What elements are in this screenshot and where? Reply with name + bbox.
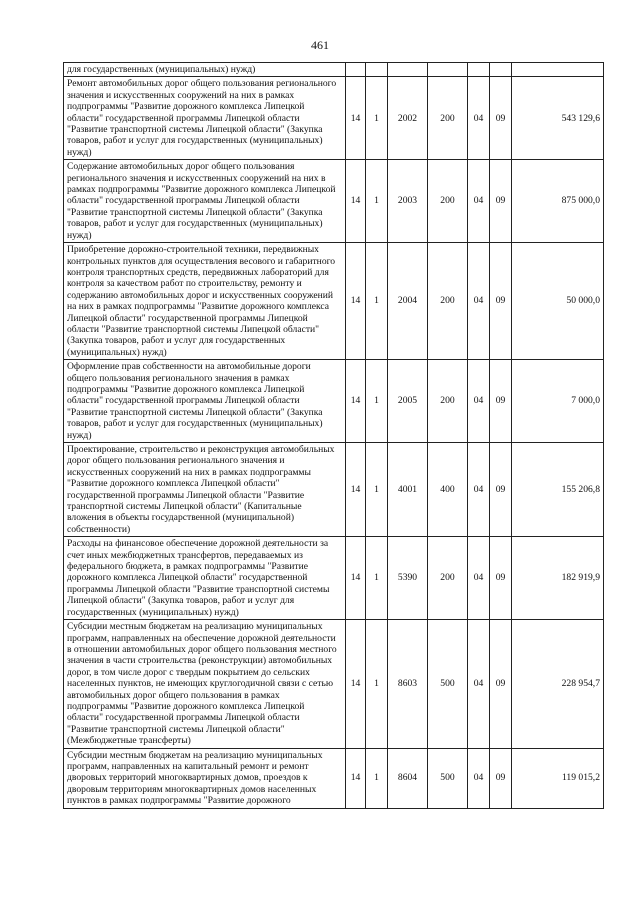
empty-cell (468, 63, 490, 77)
amount: 875 000,0 (512, 160, 604, 243)
code-ministry: 14 (346, 243, 366, 360)
page-number: 461 (311, 38, 329, 52)
table-body (64, 63, 604, 809)
code-program: 1 (366, 748, 388, 808)
code-program: 1 (366, 243, 388, 360)
code-program: 1 (366, 537, 388, 620)
code-expense-type: 500 (428, 748, 468, 808)
row-description: Содержание автомобильных дорог общего пользования регионального значения и искусственных сооружений на них в рамках подпрограммы "Развитие дорожного комплекса Липецкой области" государственной программы Липецкой области "Развитие транспортной системы Липецкой области" (Закупка товаров, работ и услуг для государственных (муниципальных) нужд) (64, 160, 346, 243)
code-expense-type: 200 (428, 77, 468, 160)
code-subsection: 09 (490, 443, 512, 537)
code-target: 4001 (388, 443, 428, 537)
code-section: 04 (468, 443, 490, 537)
code-expense-type: 200 (428, 160, 468, 243)
code-subsection: 09 (490, 77, 512, 160)
row-description: Проектирование, строительство и реконструкция автомобильных дорог общего пользования регионального значения и искусственных сооружений на них в рамках подпрограммы "Развитие дорожного комплекса Липецкой области" государственной программы Липецкой области "Развитие транспортной системы Липецкой области" (Капитальные вложения в объекты государственной (муниципальной) собственности) (64, 443, 346, 537)
code-program: 1 (366, 620, 388, 748)
table-row (64, 620, 604, 748)
code-subsection: 09 (490, 537, 512, 620)
code-subsection: 09 (490, 243, 512, 360)
code-ministry: 14 (346, 160, 366, 243)
code-target: 8604 (388, 748, 428, 808)
code-section: 04 (468, 243, 490, 360)
row-description: Оформление прав собственности на автомобильные дороги общего пользования регионального значения в рамках подпрограммы "Развитие дорожного комплекса Липецкой области" государственной программы Липецкой области "Развитие транспортной системы Липецкой области" (Закупка товаров, работ и услуг для государственных (муниципальных) нужд) (64, 360, 346, 443)
empty-cell (388, 63, 428, 77)
amount: 228 954,7 (512, 620, 604, 748)
row-description: Субсидии местным бюджетам на реализацию муниципальных программ, направленных на обеспечение дорожной деятельности в отношении автомобильных дорог общего пользования местного значения в части строительства (реконструкции) автомобильных дорог, в том числе дорог с твердым покрытием до сельских населенных пунктов, не имеющих круглогодичной связи с сетью автомобильных дорог общего пользования в рамках подпрограммы "Развитие дорожного комплекса Липецкой области" государственной программы Липецкой области "Развитие транспортной системы Липецкой области" (Межбюджетные трансферты) (64, 620, 346, 748)
amount: 7 000,0 (512, 360, 604, 443)
code-target: 2005 (388, 360, 428, 443)
empty-cell (512, 63, 604, 77)
amount: 155 206,8 (512, 443, 604, 537)
table-row (64, 243, 604, 360)
code-program: 1 (366, 360, 388, 443)
row-description: Приобретение дорожно-строительной техники, передвижных контрольных пунктов для осуществления весового и габаритного контроля транспортных средств, передвижных лабораторий для контроля за качеством работ по строительству, ремонту и содержанию автомобильных дорог и искусственных сооружений на них в рамках подпрограммы "Развитие дорожного комплекса Липецкой области" государственной программы Липецкой области "Развитие транспортной системы Липецкой области" (Закупка товаров, работ и услуг для государственных (муниципальных) нужд) (64, 243, 346, 360)
amount: 543 129,6 (512, 77, 604, 160)
table-row (64, 360, 604, 443)
code-subsection: 09 (490, 360, 512, 443)
code-section: 04 (468, 620, 490, 748)
code-program: 1 (366, 160, 388, 243)
table-row (64, 77, 604, 160)
code-ministry: 14 (346, 748, 366, 808)
code-target: 2004 (388, 243, 428, 360)
row-description: Ремонт автомобильных дорог общего пользования регионального значения и искусственных сооружений на них в рамках подпрограммы "Развитие дорожного комплекса Липецкой области" государственной программы Липецкой области "Развитие транспортной системы Липецкой области" (Закупка товаров, работ и услуг для государственных (муниципальных) нужд) (64, 77, 346, 160)
code-subsection: 09 (490, 748, 512, 808)
code-target: 5390 (388, 537, 428, 620)
code-expense-type: 200 (428, 537, 468, 620)
code-expense-type: 200 (428, 360, 468, 443)
code-section: 04 (468, 748, 490, 808)
code-ministry: 14 (346, 537, 366, 620)
code-ministry: 14 (346, 77, 366, 160)
table-row-continuation (64, 63, 604, 77)
row-description: для государственных (муниципальных) нужд) (64, 63, 346, 77)
code-program: 1 (366, 443, 388, 537)
code-ministry: 14 (346, 620, 366, 748)
code-subsection: 09 (490, 620, 512, 748)
code-target: 2002 (388, 77, 428, 160)
code-expense-type: 400 (428, 443, 468, 537)
table-row (64, 537, 604, 620)
code-ministry: 14 (346, 360, 366, 443)
empty-cell (428, 63, 468, 77)
empty-cell (490, 63, 512, 77)
table-row (64, 443, 604, 537)
code-expense-type: 200 (428, 243, 468, 360)
row-description: Расходы на финансовое обеспечение дорожной деятельности за счет иных межбюджетных трансфертов, передаваемых из федерального бюджета, в рамках подпрограммы "Развитие дорожного комплекса Липецкой области" государственной программы Липецкой области "Развитие транспортной системы Липецкой области" (Закупка товаров, работ и услуг для государственных (муниципальных) нужд) (64, 537, 346, 620)
code-program: 1 (366, 77, 388, 160)
empty-cell (346, 63, 366, 77)
budget-table (63, 62, 604, 809)
amount: 119 015,2 (512, 748, 604, 808)
amount: 50 000,0 (512, 243, 604, 360)
code-target: 8603 (388, 620, 428, 748)
code-ministry: 14 (346, 443, 366, 537)
code-section: 04 (468, 537, 490, 620)
row-description: Субсидии местным бюджетам на реализацию муниципальных программ, направленных на капитальный ремонт и ремонт дворовых территорий многоквартирных домов, проездов к дворовым территориям многоквартирных домов населенных пунктов в рамках подпрограммы "Развитие дорожного (64, 748, 346, 808)
code-subsection: 09 (490, 160, 512, 243)
code-section: 04 (468, 360, 490, 443)
code-section: 04 (468, 77, 490, 160)
empty-cell (366, 63, 388, 77)
code-expense-type: 500 (428, 620, 468, 748)
table-row (64, 160, 604, 243)
code-section: 04 (468, 160, 490, 243)
code-target: 2003 (388, 160, 428, 243)
amount: 182 919,9 (512, 537, 604, 620)
table-row (64, 748, 604, 808)
